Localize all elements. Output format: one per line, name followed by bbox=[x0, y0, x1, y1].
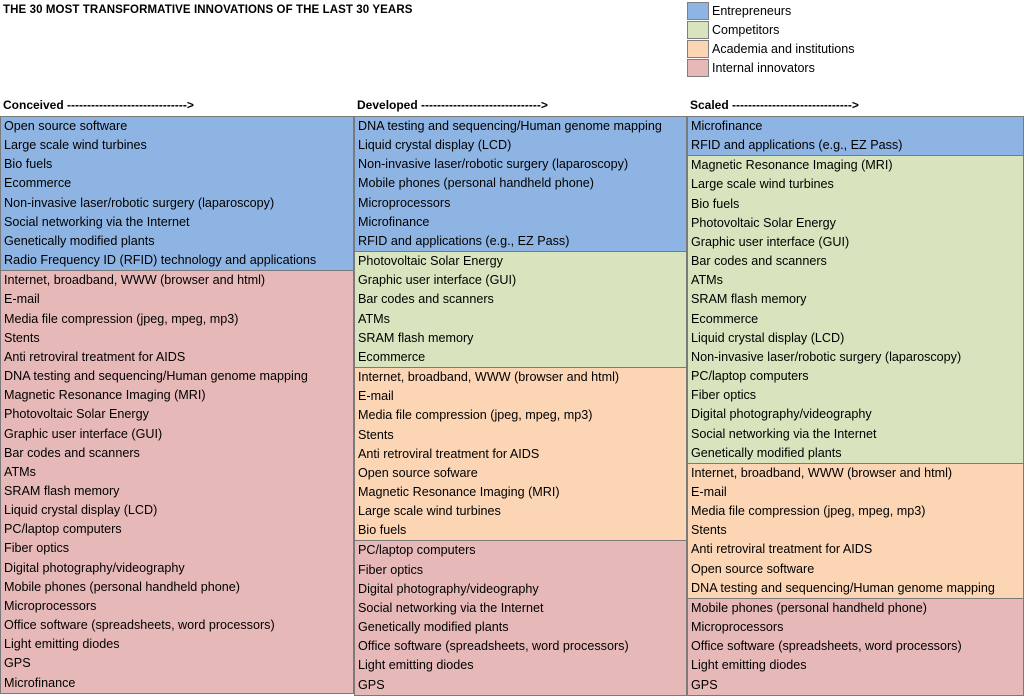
list-item: Bio fuels bbox=[358, 523, 407, 538]
list-item: RFID and applications (e.g., EZ Pass) bbox=[691, 138, 903, 153]
column-header-conceived: Conceived ------------------------------> bbox=[3, 98, 194, 112]
list-item: GPS bbox=[358, 677, 385, 692]
legend bbox=[687, 1, 854, 77]
list-item: Liquid crystal display (LCD) bbox=[4, 503, 158, 518]
list-item: Microprocessors bbox=[691, 620, 784, 635]
list-item: RFID and applications (e.g., EZ Pass) bbox=[358, 233, 570, 248]
column-header-developed: Developed ------------------------------> bbox=[357, 98, 548, 112]
list-item: Magnetic Resonance Imaging (MRI) bbox=[4, 388, 206, 403]
list-item: Anti retroviral treatment for AIDS bbox=[4, 349, 186, 364]
list-item: Anti retroviral treatment for AIDS bbox=[358, 446, 540, 461]
list-item: Mobile phones (personal handheld phone) bbox=[4, 579, 240, 594]
legend-label-competitors: Competitors bbox=[712, 22, 780, 37]
list-item: Social networking via the Internet bbox=[691, 426, 877, 441]
list-item: Large scale wind turbines bbox=[358, 504, 501, 519]
list-item: Genetically modified plants bbox=[691, 445, 842, 460]
list-item: Microprocessors bbox=[358, 195, 451, 210]
list-item: ATMs bbox=[691, 273, 723, 288]
list-item: Non-invasive laser/robotic surgery (laparoscopy) bbox=[4, 195, 275, 210]
list-item: Magnetic Resonance Imaging (MRI) bbox=[358, 484, 560, 499]
list-item: Non-invasive laser/robotic surgery (laparoscopy) bbox=[691, 349, 962, 364]
column-header-scaled: Scaled ------------------------------> bbox=[690, 98, 859, 112]
list-item: GPS bbox=[691, 677, 718, 692]
list-item: Graphic user interface (GUI) bbox=[4, 426, 163, 441]
list-item: DNA testing and sequencing/Human genome mapping bbox=[4, 369, 308, 384]
list-item: PC/laptop computers bbox=[691, 369, 809, 384]
list-item: Radio Frequency ID (RFID) technology and applications bbox=[4, 253, 317, 268]
scaled-group-competitors bbox=[687, 155, 1024, 464]
list-item: E-mail bbox=[4, 292, 40, 307]
legend-label-internal: Internal innovators bbox=[712, 60, 815, 75]
developed-group-competitors bbox=[354, 251, 687, 368]
list-item: SRAM flash memory bbox=[4, 483, 120, 498]
legend-label-entrepreneurs: Entrepreneurs bbox=[712, 3, 792, 18]
list-item: Photovoltaic Solar Energy bbox=[358, 254, 503, 269]
list-item: Stents bbox=[691, 523, 727, 538]
list-item: Anti retroviral treatment for AIDS bbox=[691, 542, 873, 557]
list-item: DNA testing and sequencing/Human genome mapping bbox=[358, 119, 662, 133]
page-title: THE 30 MOST TRANSFORMATIVE INNOVATIONS OF THE LAST 30 YEARS bbox=[3, 4, 413, 16]
legend-swatch-internal bbox=[687, 59, 709, 77]
list-item: Digital photography/videography bbox=[358, 581, 539, 596]
developed-group-internal bbox=[354, 540, 687, 695]
list-item: Social networking via the Internet bbox=[358, 600, 544, 615]
list-item: Ecommerce bbox=[691, 311, 759, 326]
list-item: Ecommerce bbox=[358, 349, 426, 364]
list-item: Graphic user interface (GUI) bbox=[358, 273, 517, 288]
list-item: Liquid crystal display (LCD) bbox=[358, 138, 512, 153]
list-item: ATMs bbox=[358, 311, 390, 326]
list-item: SRAM flash memory bbox=[691, 292, 807, 307]
list-item: Office software (spreadsheets, word processors) bbox=[4, 618, 275, 633]
list-item: PC/laptop computers bbox=[358, 543, 476, 558]
list-item: Genetically modified plants bbox=[358, 620, 509, 635]
list-item: Large scale wind turbines bbox=[691, 177, 834, 192]
list-item: Light emitting diodes bbox=[4, 637, 120, 652]
legend-entry-internal bbox=[687, 58, 854, 77]
list-item: Internet, broadband, WWW (browser and html) bbox=[358, 370, 620, 385]
list-item: Bar codes and scanners bbox=[691, 254, 827, 269]
list-item: Liquid crystal display (LCD) bbox=[691, 330, 845, 345]
list-item: Mobile phones (personal handheld phone) bbox=[691, 600, 927, 615]
list-item: Fiber optics bbox=[691, 388, 757, 403]
list-item: Digital photography/videography bbox=[691, 407, 872, 422]
scaled-group-entrepreneurs bbox=[687, 116, 1024, 156]
list-item: Office software (spreadsheets, word processors) bbox=[691, 639, 962, 654]
list-item: PC/laptop computers bbox=[4, 522, 122, 537]
list-item: Bio fuels bbox=[691, 196, 740, 211]
list-item: E-mail bbox=[691, 484, 727, 499]
legend-entry-entrepreneurs bbox=[687, 1, 854, 20]
column-conceived bbox=[0, 116, 354, 694]
legend-entry-competitors bbox=[687, 20, 854, 39]
list-item: Light emitting diodes bbox=[691, 658, 807, 673]
list-item: Open source software bbox=[4, 119, 128, 133]
list-item: Mobile phones (personal handheld phone) bbox=[358, 176, 594, 191]
conceived-group-entrepreneurs bbox=[0, 116, 354, 271]
list-item: Graphic user interface (GUI) bbox=[691, 234, 850, 249]
list-item: Microfinance bbox=[691, 119, 763, 133]
list-item: Office software (spreadsheets, word processors) bbox=[358, 639, 629, 654]
list-item: Large scale wind turbines bbox=[4, 138, 147, 153]
list-item: Microprocessors bbox=[4, 598, 97, 613]
list-item: ATMs bbox=[4, 464, 36, 479]
legend-swatch-competitors bbox=[687, 21, 709, 39]
legend-entry-academia bbox=[687, 39, 854, 58]
column-developed bbox=[354, 116, 687, 696]
list-item: Media file compression (jpeg, mpeg, mp3) bbox=[4, 311, 239, 326]
developed-group-entrepreneurs bbox=[354, 116, 687, 252]
list-item: Non-invasive laser/robotic surgery (laparoscopy) bbox=[358, 157, 629, 172]
list-item: Photovoltaic Solar Energy bbox=[691, 215, 836, 230]
list-item: Stents bbox=[358, 427, 394, 442]
list-item: Genetically modified plants bbox=[4, 233, 155, 248]
column-scaled bbox=[687, 116, 1024, 696]
list-item: Photovoltaic Solar Energy bbox=[4, 407, 149, 422]
list-item: Internet, broadband, WWW (browser and html) bbox=[691, 465, 953, 480]
scaled-group-academia bbox=[687, 463, 1024, 599]
list-item: Microfinance bbox=[4, 675, 76, 690]
list-item: Digital photography/videography bbox=[4, 560, 185, 575]
developed-group-academia bbox=[354, 367, 687, 541]
list-item: Light emitting diodes bbox=[358, 658, 474, 673]
conceived-group-internal bbox=[0, 270, 354, 693]
list-item: Media file compression (jpeg, mpeg, mp3) bbox=[358, 408, 593, 423]
list-item: Open source sofware bbox=[358, 465, 478, 480]
list-item: Bar codes and scanners bbox=[358, 292, 494, 307]
list-item: Bio fuels bbox=[4, 157, 53, 172]
list-item: Media file compression (jpeg, mpeg, mp3) bbox=[691, 504, 926, 519]
list-item: Stents bbox=[4, 330, 40, 345]
list-item: Internet, broadband, WWW (browser and html) bbox=[4, 273, 266, 288]
list-item: Microfinance bbox=[358, 214, 430, 229]
legend-swatch-academia bbox=[687, 40, 709, 58]
list-item: Fiber optics bbox=[4, 541, 70, 556]
list-item: GPS bbox=[4, 656, 31, 671]
list-item: Social networking via the Internet bbox=[4, 214, 190, 229]
scaled-group-internal bbox=[687, 598, 1024, 696]
list-item: Bar codes and scanners bbox=[4, 445, 140, 460]
list-item: Ecommerce bbox=[4, 176, 72, 191]
list-item: Magnetic Resonance Imaging (MRI) bbox=[691, 158, 893, 173]
list-item: DNA testing and sequencing/Human genome mapping bbox=[691, 580, 995, 595]
list-item: E-mail bbox=[358, 389, 394, 404]
list-item: Fiber optics bbox=[358, 562, 424, 577]
list-item: Open source software bbox=[691, 561, 815, 576]
legend-swatch-entrepreneurs bbox=[687, 2, 709, 20]
list-item: SRAM flash memory bbox=[358, 330, 474, 345]
legend-label-academia: Academia and institutions bbox=[712, 41, 855, 56]
